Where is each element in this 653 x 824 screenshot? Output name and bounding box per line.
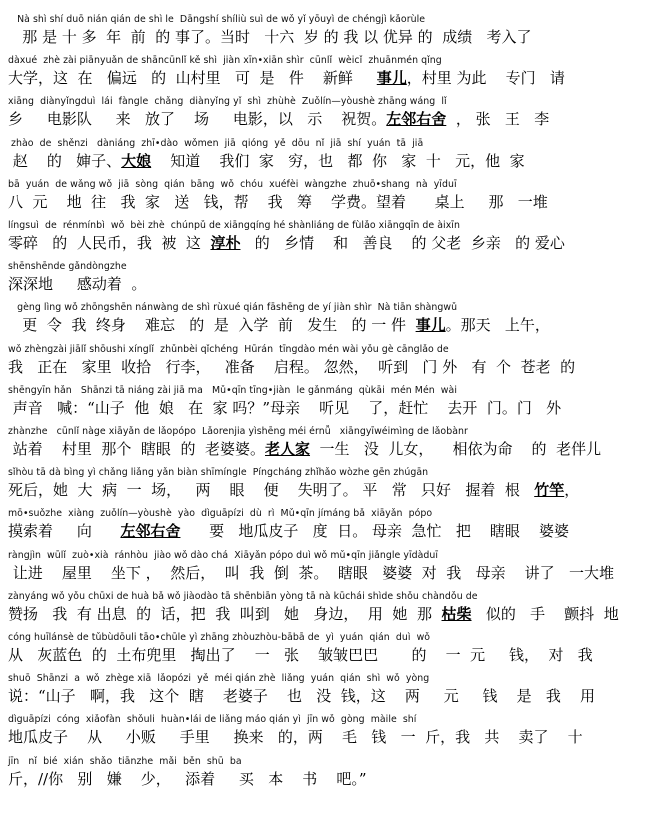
pinyin-line: zhào de shěnzi dàniáng zhī•dào wǒmen jiā qióng yě dōu nǐ jiā shí yuán tā jiā [8, 137, 424, 149]
hanzi-line: 零碎 的 人民币，我 被 这 淳朴 的 乡情 和 善良 的 父老 乡亲 的 爱心 [8, 234, 565, 252]
hanzi-line: 那 是 十 多 年 前 的 事了。当时 十六 岁 的 我 以 优异 的 成绩 考入了 [8, 28, 532, 46]
pinyin-line: zànyáng wǒ yǒu chūxi de huà bǎ wǒ jiàodào tā shēnbiān yòng tā nà kūchái shìde shǒu chàndǒu de [8, 590, 478, 602]
pinyin-line: ràngjìn wūlǐ zuò•xià ránhòu jiào wǒ dào chá Xiāyǎn pópo duì wǒ mǔ•qīn jiǎngle yīdàduī [8, 549, 439, 561]
pinyin-line: cóng huīlánsè de tǔbùdōuli tāo•chūle yì zhāng zhòuzhòu-bābā de yì yuán qián duì wǒ [8, 632, 431, 643]
pinyin-line: Nà shì shí duō nián qián de shì le Dāngshí shíliù suì de wǒ yǐ yōuyì de chéngjì kǎorùle [8, 14, 426, 25]
hanzi-line: 地瓜皮子 从 小贩 手里 换来 的，两 毛 钱 一 斤，我 共 卖了 十 [8, 728, 583, 747]
hanzi-line: 从 灰蓝色 的 土布兜里 掏出了 一 张 皱皱巴巴 的 一 元 钱， 对 我 [8, 646, 593, 664]
underlined-word: 淳朴 [210, 234, 241, 252]
hanzi-line: 深深地 感动着 。 [8, 275, 147, 294]
underlined-word: 大娘 [121, 151, 152, 170]
pinyin-line: gèng lìng wǒ zhōngshēn nánwàng de shì rùxué qián fāshēng de yí jiàn shìr Nà tiān shàngwǔ [8, 302, 458, 314]
hanzi-line: 声音 喊：“山子 他 娘 在 家 吗？”母亲 听见 了，赶忙 去开 门。门 外 [8, 398, 562, 417]
pinyin-line: wǒ zhèngzài jiālǐ shōushi xínglǐ zhǔnbèi qǐchéng Hūrán tīngdào mén wài yǒu gè cānglǎo de [8, 343, 449, 355]
hanzi-line: 赞扬 我 有 出息 的 话，把 我 叫到 她 身边， 用 她 那 枯柴 似的 手 颤抖 地 [8, 604, 619, 623]
hanzi-line: 摸索着 向 左邻右舍 要 地瓜皮子 度 日。 母亲 急忙 把 瞎眼 婆婆 [8, 522, 569, 541]
underlined-word: 枯柴 [441, 604, 472, 623]
hanzi-line: 我 正在 家里 收拾 行李， 准备 启程。 忽然， 听到 门 外 有 个 苍老 的 [8, 357, 576, 376]
pinyin-line: zhànzhe cūnlǐ nàge xiāyǎn de lǎopópo Lǎorenjia yìshēng méi érnǚ xiāngyīwéimìng de lǎobànr [8, 426, 468, 437]
pinyin-line: dàxué zhè zài piānyuǎn de shāncūnlǐ kě shì jiàn xīn•xiān shìr cūnlǐ wèicǐ zhuānmén qǐng [8, 55, 442, 67]
pinyin-line: shēnshēnde gǎndòngzhe [8, 261, 127, 273]
hanzi-line: 站着 村里 那个 瞎眼 的 老婆婆。老人家 一生 没 儿女， 相依为命 的 老伴儿 [8, 440, 602, 458]
pinyin-line: shuō Shānzi a wǒ zhège xiā lǎopózi yě méi qián zhè liǎng yuán qián shì wǒ yòng [8, 673, 430, 685]
hanzi-line: 乡 电影队 来 放了 场 电影，以 示 祝贺。左邻右舍 ， 张 王 李 [8, 110, 550, 129]
underlined-word: 事儿 [376, 69, 407, 88]
hanzi-line: 说：“山子 啊，我 这个 瞎 老婆子 也 没 钱，这 两 元 钱 是 我 用 [8, 687, 596, 706]
hanzi-line: 让进 屋里 坐下 ， 然后， 叫 我 倒 茶。 瞎眼 婆婆 对 我 母亲 讲了 一大堆 [8, 563, 614, 582]
pinyin-line: mō•suǒzhe xiàng zuǒlín—yòushè yào dìguāpízi dù rì Mǔ•qīn jímáng bǎ xiāyǎn pópo [8, 508, 433, 520]
hanzi-line: 更 令 我 终身 难忘 的 是 入学 前 发生 的 一 件 事儿。那天 上午， [8, 316, 550, 335]
pinyin-line: língsuì de rénmínbì wǒ bèi zhè chúnpǔ de xiāngqíng hé shànliáng de fùlǎo xiāngqīn de àixīn [8, 220, 460, 231]
hanzi-line: 大学，这 在 偏远 的 山村里 可 是 件 新鲜 事儿，村里 为此 专门 请 [8, 69, 565, 88]
pinyin-line: xiāng diànyǐngduì lái fàngle chǎng diànyǐng yǐ shì zhùhè Zuǒlín—yòushè zhāng wáng lǐ [8, 96, 447, 108]
hanzi-line: 赵 的 婶子、大娘 知道 我们 家 穷，也 都 你 家 十 元，他 家 [8, 151, 525, 170]
hanzi-line: 死后，她 大 病 一 场， 两 眼 便 失明了。 平 常 只好 握着 根 竹竿， [8, 481, 580, 500]
pinyin-line: shēngyīn hǎn Shānzi tā niáng zài jiā ma Mǔ•qīn tīng•jiàn le gǎnmáng qùkāi mén Mén wài [8, 384, 457, 396]
pinyin-line: dìguāpízi cóng xiǎofàn shǒuli huàn•lái de liǎng máo qián yì jīn wǒ gòng màile shí [8, 714, 417, 726]
hanzi-line: 斤，//你 别 嫌 少， 添着 买 本 书 吧。” [8, 769, 367, 788]
underlined-word: 事儿 [415, 316, 446, 335]
underlined-word: 左邻右舍 [386, 110, 447, 129]
underlined-word: 左邻右舍 [120, 522, 181, 541]
hanzi-line: 八 元 地 往 我 家 送 钱，帮 我 筹 学费。望着 桌上 那 一堆 [8, 192, 548, 211]
pinyin-line: bā yuán de wǎng wǒ jiā sòng qián bāng wǒ chóu xuéfèi wàngzhe zhuō•shang nà yīduī [8, 178, 457, 190]
underlined-word: 竹竿 [534, 481, 565, 500]
underlined-word: 老人家 [265, 440, 311, 458]
pinyin-line: jīn nǐ bié xián shǎo tiānzhe mǎi běn shū ba [8, 755, 242, 767]
pinyin-line: sǐhòu tā dà bìng yì chǎng liǎng yǎn biàn shīmíngle Píngcháng zhǐhǎo wòzhe gēn zhúgān [8, 467, 429, 479]
